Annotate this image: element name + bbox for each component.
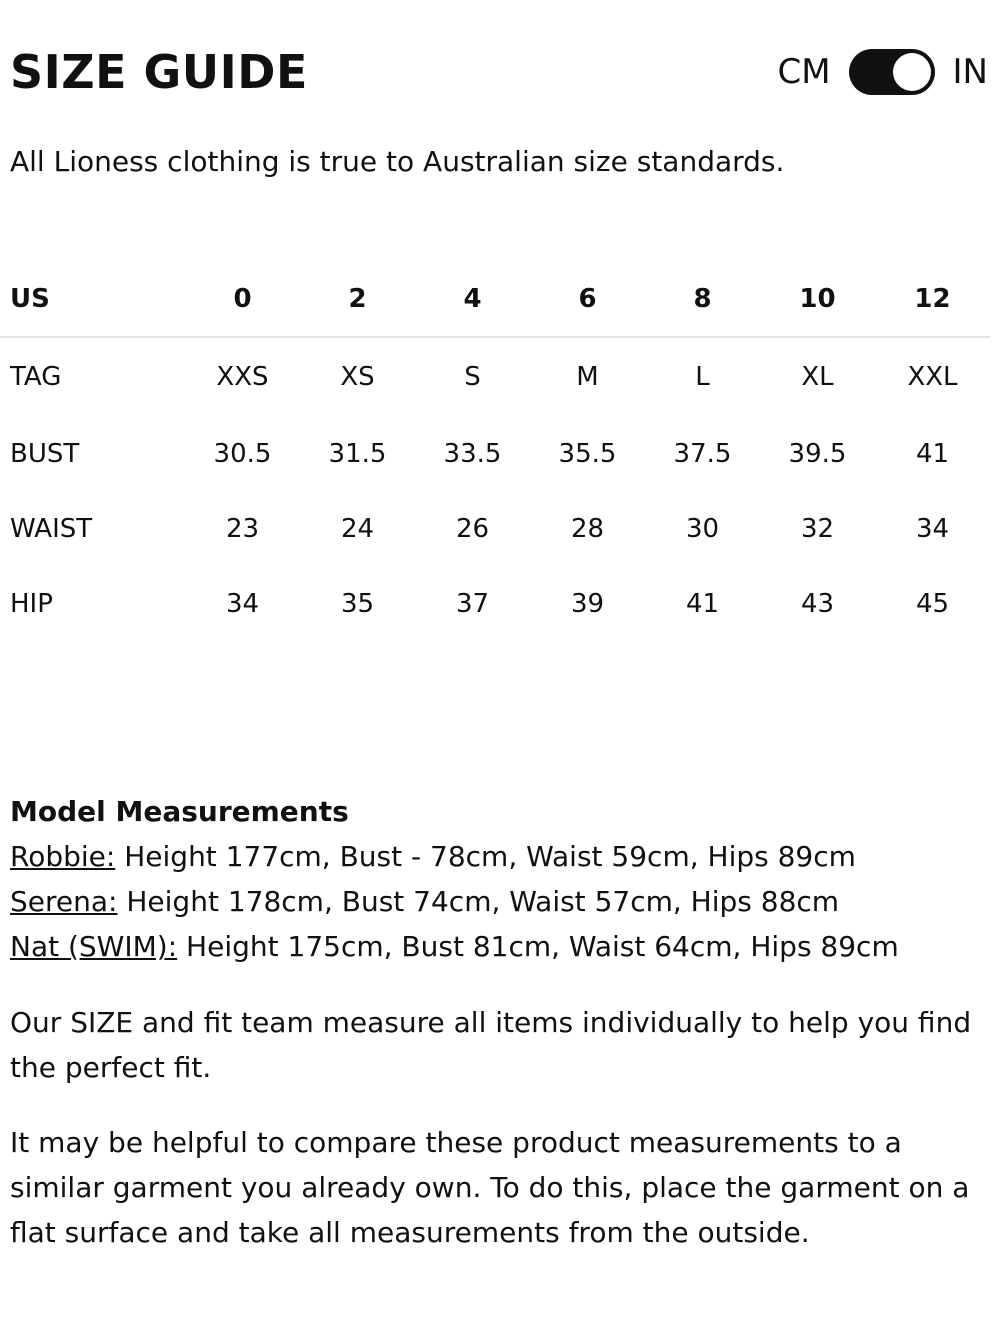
model-details: Height 177cm, Bust - 78cm, Waist 59cm, Hips 89cm [115, 840, 856, 873]
unit-switch-knob [893, 53, 931, 91]
unit-switch[interactable] [849, 49, 935, 95]
table-row-hip [0, 566, 990, 641]
model-line-nat [10, 924, 995, 969]
table-cell: S [464, 362, 481, 392]
table-cell: XL [801, 362, 834, 392]
table-header-row [0, 262, 990, 337]
header-cell: 4 [463, 284, 482, 314]
table-row-waist [0, 491, 990, 566]
table-cell: 39.5 [788, 438, 847, 469]
header-cell: US [10, 284, 50, 314]
unit-label-in[interactable]: IN [952, 52, 988, 92]
table-cell: 41 [915, 438, 950, 469]
table-cell: 31.5 [328, 438, 387, 469]
table-cell: 26 [455, 513, 490, 544]
table-cell: 35 [340, 588, 375, 619]
row-label: BUST [10, 438, 80, 469]
table-row-tag [0, 337, 990, 416]
table-cell: 23 [225, 513, 260, 544]
header-cell: 12 [914, 284, 951, 314]
unit-toggle [777, 46, 988, 98]
model-name-link[interactable]: Nat (SWIM): [10, 930, 178, 963]
table-cell: 34 [225, 588, 260, 619]
table-row-bust [0, 416, 990, 491]
table-cell: XXL [907, 362, 958, 392]
model-details: Height 175cm, Bust 81cm, Waist 64cm, Hips 89cm [177, 930, 899, 963]
model-line-robbie [10, 834, 995, 879]
table-cell: XXS [216, 362, 269, 392]
table-cell: 39 [570, 588, 605, 619]
unit-label-cm[interactable]: CM [777, 52, 831, 92]
header-cell: 8 [693, 284, 712, 314]
fit-team-paragraph: Our SIZE and fit team measure all items individually to help you find the perfect fit. [10, 1006, 972, 1084]
table-cell: 43 [800, 588, 835, 619]
model-name-link[interactable]: Serena: [10, 885, 118, 918]
header-cell: 10 [799, 284, 836, 314]
table-cell: 35.5 [558, 438, 617, 469]
page-title: SIZE GUIDE [10, 45, 308, 99]
model-details: Height 178cm, Bust 74cm, Waist 57cm, Hips 88cm [117, 885, 840, 918]
table-cell: L [695, 362, 710, 392]
row-label: HIP [10, 588, 53, 619]
compare-garment-paragraph: It may be helpful to compare these product measurements to a similar garment you already own. To do this, place the garment on a flat surface and take all measurements from the outside. [10, 1126, 970, 1249]
table-cell: 33.5 [443, 438, 502, 469]
table-cell: 28 [570, 513, 605, 544]
model-line-serena [10, 879, 995, 924]
table-cell: XS [340, 362, 375, 392]
table-cell: 45 [915, 588, 950, 619]
table-cell: 34 [915, 513, 950, 544]
table-cell: 30.5 [213, 438, 272, 469]
table-cell: 30 [685, 513, 720, 544]
model-measurements [10, 790, 995, 969]
header-cell: 6 [578, 284, 597, 314]
header-cell: 0 [233, 284, 252, 314]
size-table [0, 262, 990, 641]
table-cell: 41 [685, 588, 720, 619]
table-cell: 37 [455, 588, 490, 619]
table-cell: 32 [800, 513, 835, 544]
table-cell: 37.5 [673, 438, 732, 469]
row-label: WAIST [10, 513, 93, 544]
row-label: TAG [10, 362, 62, 392]
model-name-link[interactable]: Robbie: [10, 840, 116, 873]
intro-text: All Lioness clothing is true to Australian size standards. [10, 145, 785, 178]
header-cell: 2 [348, 284, 367, 314]
table-cell: 24 [340, 513, 375, 544]
model-measurements-heading: Model Measurements [10, 795, 349, 828]
table-cell: M [576, 362, 599, 392]
